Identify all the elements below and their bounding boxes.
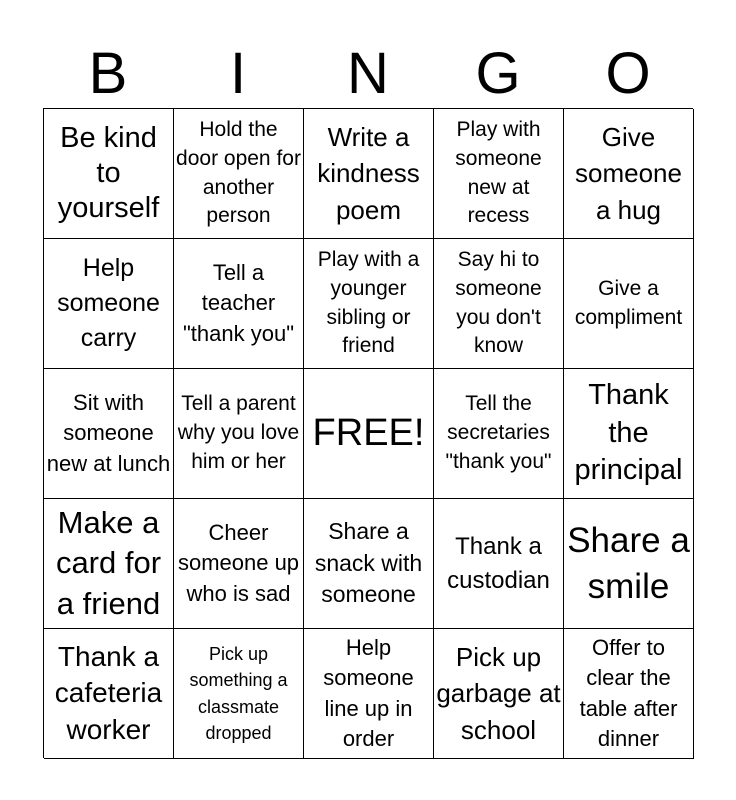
bingo-cell-text: Give someone a hug <box>575 121 682 225</box>
bingo-cell-text: Share a smile <box>567 521 690 606</box>
bingo-cell[interactable] <box>44 369 174 499</box>
bingo-cell-text: Give a compliment <box>574 276 683 329</box>
bingo-cell-text: Say hi to someone you don't know <box>455 247 542 358</box>
bingo-cell-text: Share a snack with someone <box>314 517 423 608</box>
bingo-cell[interactable] <box>304 499 434 629</box>
bingo-cell[interactable] <box>44 499 174 629</box>
header-letter-o: O <box>605 41 651 106</box>
bingo-cell-text: Offer to clear the table after dinner <box>579 634 678 751</box>
bingo-cell-text: Tell a parent why you love him or her <box>177 392 300 473</box>
header-letter-g: G <box>475 41 521 106</box>
bingo-cell-text: Play with someone new at recess <box>455 117 542 228</box>
bingo-cell-text: Hold the door open for another person <box>176 117 301 228</box>
bingo-cell[interactable] <box>434 499 564 629</box>
bingo-cell-text: Make a card for a friend <box>55 505 162 621</box>
bingo-cell-text: Be kind to yourself <box>57 122 160 224</box>
bingo-cell[interactable] <box>434 629 564 759</box>
bingo-cell-text: Cheer someone up who is sad <box>177 519 300 606</box>
bingo-cell-text: Play with a younger sibling or friend <box>317 247 420 358</box>
bingo-cell[interactable] <box>44 629 174 759</box>
bingo-cell-text: Tell the secretaries "thank you" <box>445 392 552 473</box>
bingo-cell[interactable] <box>174 109 304 239</box>
bingo-cell[interactable] <box>564 109 694 239</box>
bingo-cell-text: Tell a teacher "thank you" <box>182 259 295 346</box>
bingo-cell[interactable] <box>434 109 564 239</box>
bingo-cell[interactable] <box>304 109 434 239</box>
bingo-cell[interactable] <box>304 239 434 369</box>
bingo-cell[interactable] <box>564 629 694 759</box>
bingo-cell[interactable] <box>174 369 304 499</box>
header-letter-b: B <box>88 41 128 106</box>
bingo-cell[interactable] <box>44 239 174 369</box>
bingo-cell[interactable] <box>174 629 304 759</box>
bingo-cell[interactable] <box>174 499 304 629</box>
bingo-header <box>43 40 693 108</box>
bingo-cell-text: Thank the principal <box>574 378 683 487</box>
bingo-cell[interactable] <box>304 629 434 759</box>
bingo-board <box>43 108 693 758</box>
bingo-cell[interactable] <box>44 109 174 239</box>
bingo-cell-text: Sit with someone new at lunch <box>46 389 171 476</box>
free-space[interactable] <box>304 369 434 499</box>
bingo-cell-text: Thank a cafeteria worker <box>54 640 163 745</box>
header-letter-i: I <box>229 41 247 106</box>
free-space-text: FREE! <box>312 411 425 454</box>
bingo-cell-text: Pick up garbage at school <box>436 641 561 745</box>
bingo-cell-text: Help someone line up in order <box>323 634 414 751</box>
bingo-cell[interactable] <box>564 499 694 629</box>
bingo-cell[interactable] <box>434 239 564 369</box>
header-letter-n: N <box>347 41 389 106</box>
bingo-cell-text: Write a kindness poem <box>317 121 420 225</box>
bingo-cell-text: Thank a custodian <box>447 533 550 594</box>
bingo-cell[interactable] <box>564 239 694 369</box>
bingo-cell[interactable] <box>564 369 694 499</box>
bingo-cell[interactable] <box>174 239 304 369</box>
bingo-cell-text: Pick up something a classmate dropped <box>189 644 288 743</box>
bingo-cell-text: Help someone carry <box>57 254 160 352</box>
bingo-cell[interactable] <box>434 369 564 499</box>
